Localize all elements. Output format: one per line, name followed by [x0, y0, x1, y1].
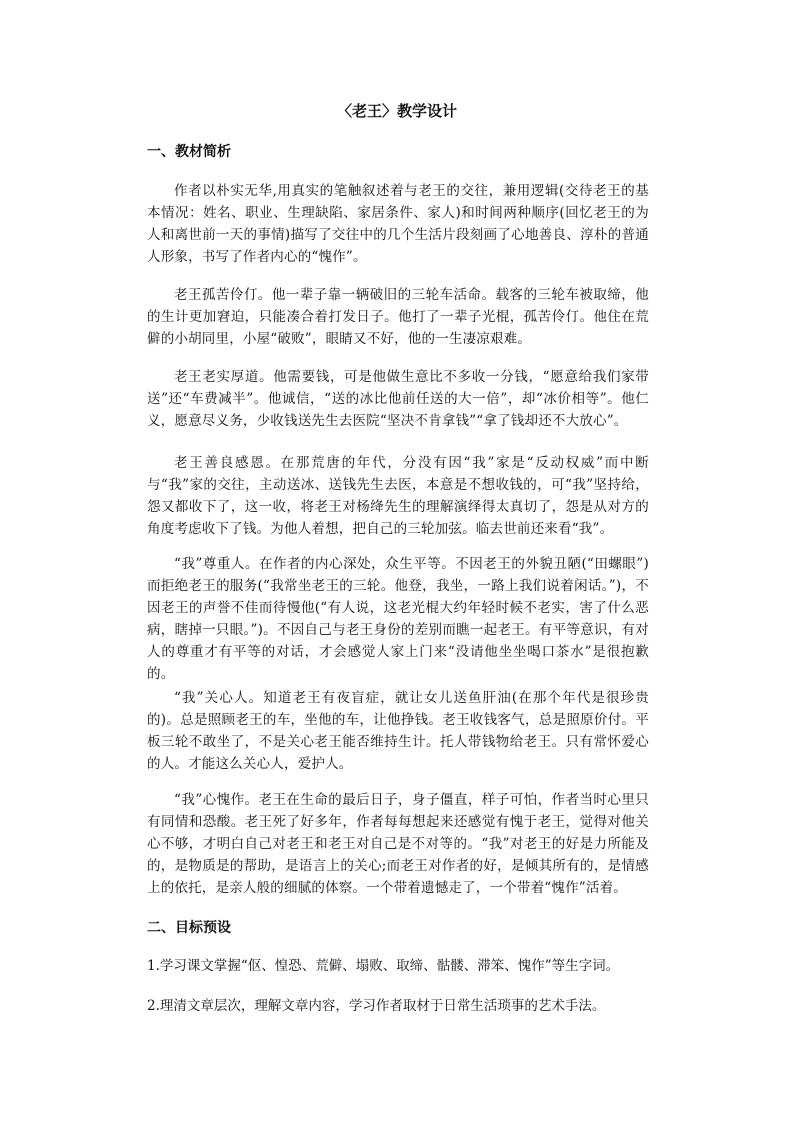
section-heading-1: 一、教材简析 [147, 144, 231, 160]
paragraph-5: “我”尊重人。在作者的内心深处，众生平等。不因老王的外貌丑陋(“田螺眼”)而拒绝老王的服务(“我常坐老王的三轮。他登，我坐，一路上我们说着闲话。”)，不因老王的声誉不佳而待慢他(“有人说，这老光棍大约年轻时候不老实，害了什么恶病，瞎掉一只眼。”)。不因自己与老王身份的差别而瞧一起老王。有平等意识，有对人的尊重才有平等的对话，才会感觉人家上门来“没请他坐坐喝口茶水”是很抱歉的。 [147, 556, 649, 682]
paragraph-6: “我”关心人。知道老王有夜盲症，就让女儿送鱼肝油(在那个年代是很珍贵的)。总是照顾老王的车，坐他的车，让他挣钱。老王收钱客气，总是照原价付。平板三轮不敢坐了，不是关心老王能否维持生计。托人带钱物给老王。只有常怀爱心的人。才能这么关心人，爱护人。 [147, 690, 649, 772]
paragraph-4: 老王善良感恩。在那荒唐的年代，分没有因“我”家是“反动权威”而中断与“我”家的交往，主动送冰、送钱先生去医，本意是不想收钱的，可“我”坚持给，怨又都收下了，这一收，将老王对杨绛先生的理解演绎得太真切了，怨是从对方的角度考虑收下了钱。为他人着想，把自己的三轮加弦。临去世前还来看“我”。 [147, 455, 649, 537]
list-item-1: 1.学习课文掌握“伛、惶恐、荒僻、塌败、取缔、骷髅、滞笨、愧作”等生字词。 [147, 958, 620, 974]
paragraph-1: 作者以朴实无华,用真实的笔触叙述着与老王的交往，兼用逻辑(交待老王的基本情况：姓名、职业、生理缺陷、家居条件、家人)和时间两种顺序(回忆老王的为人和离世前一天的事情)描写了交往中的几个生活片段刻画了心地善良、淳朴的普通人形象，书写了作者内心的“愧作”。 [147, 183, 649, 265]
paragraph-3: 老王老实厚道。他需要钱，可是他做生意比不多收一分钱，“愿意给我们家带送”还“车费减半”。他诚信，“送的冰比他前任送的大一倍”，却“冰价相等”。他仁义，愿意尽义务，少收钱送先生去医院“坚决不肯拿钱”“拿了钱却还不大放心”。 [147, 369, 649, 429]
paragraph-7: “我”心愧作。老王在生命的最后日子，身子僵直，样子可怕，作者当时心里只有同情和恐酸。老王死了好多年，作者每每想起来还感觉有愧于老王，觉得对他关心不够，才明白自己对老王和老王对自己是不对等的。“我”对老王的好是力所能及的，是物质是的帮助，是语言上的关心;而老王对作者的好，是倾其所有的，是情感上的依托，是亲人般的细腻的体察。一个带着遗憾走了，一个带着“愧作”活着。 [147, 792, 649, 896]
paragraph-2: 老王孤苦伶仃。他一辈子靠一辆破旧的三轮车活命。载客的三轮车被取缔，他的生计更加窘迫，只能凑合着打发日子。他打了一辈子光棍，孤苦伶仃。他住在荒僻的小胡同里，小屋“破败”，眼睛又不好，他的一生凄凉艰难。 [147, 287, 649, 347]
document-title: 〈老王〉教学设计 [336, 102, 457, 120]
list-item-2: 2.理清文章层次，理解文章内容，学习作者取材于日常生活琐事的艺术手法。 [147, 998, 606, 1014]
section-heading-2: 二、目标预设 [147, 920, 231, 936]
